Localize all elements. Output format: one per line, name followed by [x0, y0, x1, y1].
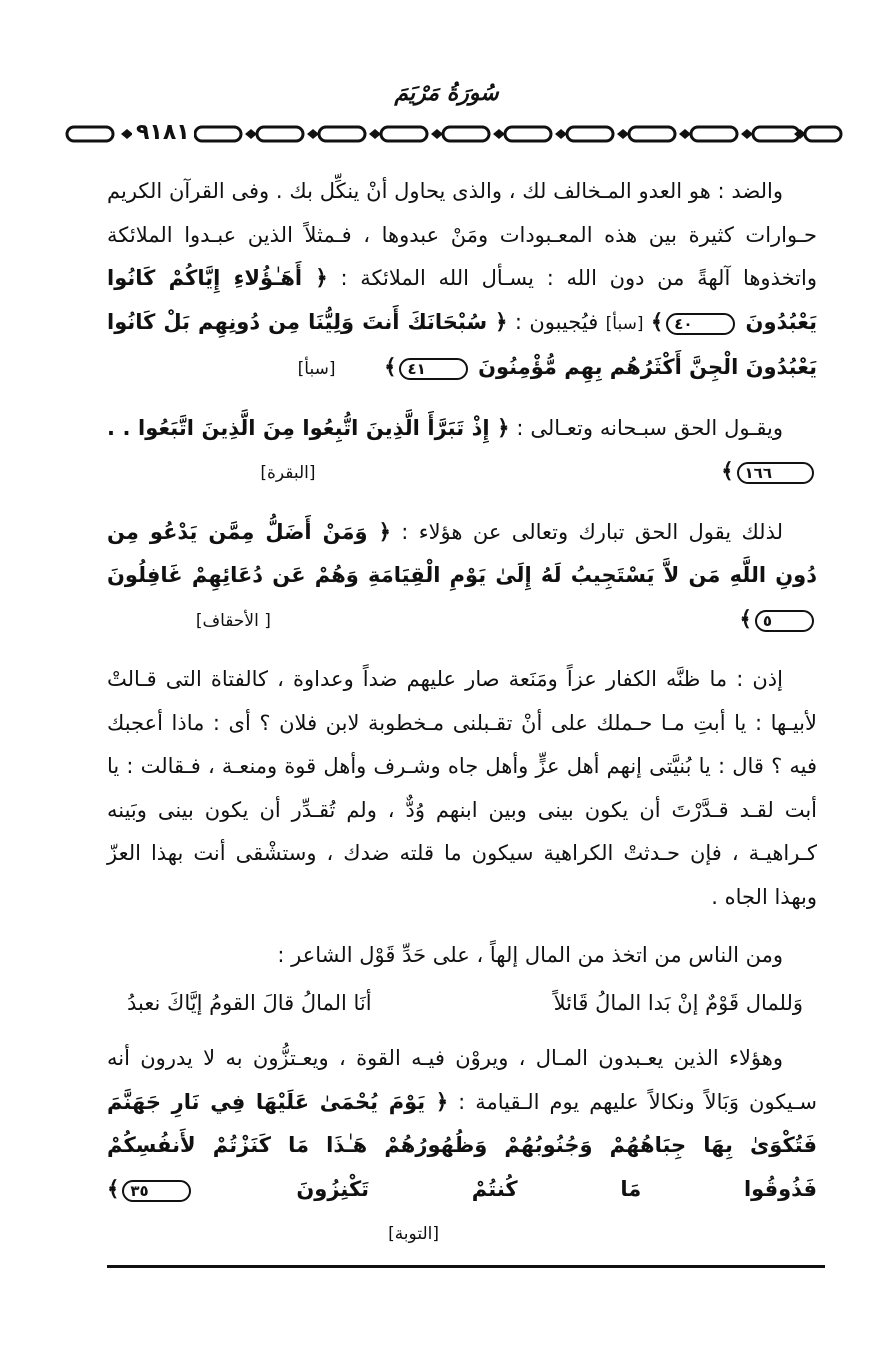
paragraph-1 [107, 170, 817, 392]
poem-hemistich-right: وَللمال قَوْمٌ إنْ بَدا المالُ قَائلاً [553, 990, 803, 1015]
paragraph-3 [107, 511, 817, 644]
quran-verse: ﴿ إِذْ تَبَرَّأَ الَّذِينَ اتُّبِعُوا مِنَ الَّذِينَ اتَّبَعُوا . . ١٦٦﴾ [107, 416, 817, 484]
quran-verse: ﴿ سُبْحَانَكَ أَنتَ وَلِيُّنَا مِن دُونِهِم بَلْ كَانُوا يَعْبُدُونَ الْجِنَّ أَكْثَرُهُم بِهِم مُّؤْمِنُونَ ٤١﴾ [107, 309, 817, 379]
page-body [107, 170, 817, 1272]
paragraph-text: فيُجيبون : [514, 309, 599, 334]
quran-verse: ﴿ أَهَـٰؤُلاءِ إِيَّاكُمْ كَانُوا يَعْبُدُونَ ٤٠﴾ [107, 266, 817, 334]
footer-rule [107, 1265, 825, 1268]
ayah-number: ٥ [755, 610, 814, 632]
paragraph-text: إذن : ما ظنَّه الكفار عزاً ومَنَعة صار عليهم ضداً وعداوة ، كالفتاة التى قـالتْ لأبيـها : يا أبتِ مـا حـملك على أنْ تقـبلنى مـخطوبة لابن فلان ؟ أى : ماذا أعجبك فيه ؟ قال : يا بُنيَّتى إنهم أهل عزٍّ وأهل جاه وشـرف وأهل قوة ومنعـة ، فـقالت : يا أبت لقـد قـدَّرْتَ أن يكون بينى وبين ابنهم وُدٌّ ، ولم تُقـدِّر أن يكون بينى وبَينه كـراهيـة ، فإن حـدثتْ الكراهية سيكون ما قلته ضدك ، وستشْقى أنت بهذا العزّ وبهذا الجاه . [107, 667, 817, 909]
surah-reference: [التوبة] [388, 1224, 439, 1244]
quran-verse: ﴿ يَوْمَ يُحْمَىٰ عَلَيْهَا فِي نَارِ جَهَنَّمَ فَتُكْوَىٰ بِهَا جِبَاهُهُمْ وَجُنُوبُهُمْ وَظُهُورُهُمْ هَـٰذَا مَا كَنَزْتُمْ لأَنفُسِكُمْ فَذُوقُوا مَا كُنتُمْ تَكْنِزُونَ ٣٥﴾ [107, 1089, 818, 1201]
ayah-number: ٣٥ [122, 1180, 190, 1202]
paragraph-text: والضد : هو العدو المـخالف لك ، والذى يحاول أنْ ينكِّل بك . وفى القرآن الكريم حـوارات كثيرة بين هذه المعـبودات ومَنْ عبدوها ، فـمثلاً الذين عبـدوا الملائكة واتخذوها آلهةً من دون الله : يسـأل الله الملائكة : [107, 179, 817, 290]
paragraph-text: لذلك يقول الحق تبارك وتعالى عن هؤلاء : [401, 519, 784, 544]
paragraph-5 [107, 934, 817, 978]
page-number: ٩١٨١ [132, 120, 194, 145]
surah-title: سُورَةُ مَرْيَمَ [394, 80, 499, 106]
paragraph-text: ويقـول الحق سبـحانه وتعـالى : [516, 415, 783, 440]
ayah-number: ١٦٦ [737, 462, 814, 484]
poem-verse [107, 982, 817, 1026]
paragraph-4 [107, 658, 817, 919]
paragraph-2 [107, 407, 817, 496]
ayah-number: ٤٠ [666, 313, 734, 335]
surah-reference: [سبأ] [297, 359, 336, 379]
poem-hemistich-left: أنَا المالُ قالَ القومُ إيَّاكَ نعبدُ [127, 990, 372, 1015]
paragraph-6 [107, 1037, 817, 1257]
quran-verse: ﴿ وَمَنْ أَضَلُّ مِمَّن يَدْعُو مِن دُونِ اللَّهِ مَن لاَّ يَسْتَجِيبُ لَهُ إِلَىٰ يَوْمِ الْقِيَامَةِ وَهُمْ عَن دُعَائِهِمْ غَافِلُونَ٥﴾ [107, 519, 817, 631]
ayah-number: ٤١ [399, 358, 467, 380]
surah-reference: [البقرة] [260, 463, 316, 483]
paragraph-text: وهؤلاء الذين يعـبدون المـال ، ويروْن فيـه القوة ، ويعـتزُّون به لا يدرون أنه سـيكون وَبَالاً ونكالاً عليهم يوم الـقيامة : [107, 1046, 817, 1114]
paragraph-text: ومن الناس من اتخذ من المال إلهاً ، على حَدِّ قَوْل الشاعر : [277, 943, 783, 967]
surah-reference: [ الأحقاف] [195, 610, 271, 631]
surah-reference: [سبأ] [605, 313, 644, 334]
